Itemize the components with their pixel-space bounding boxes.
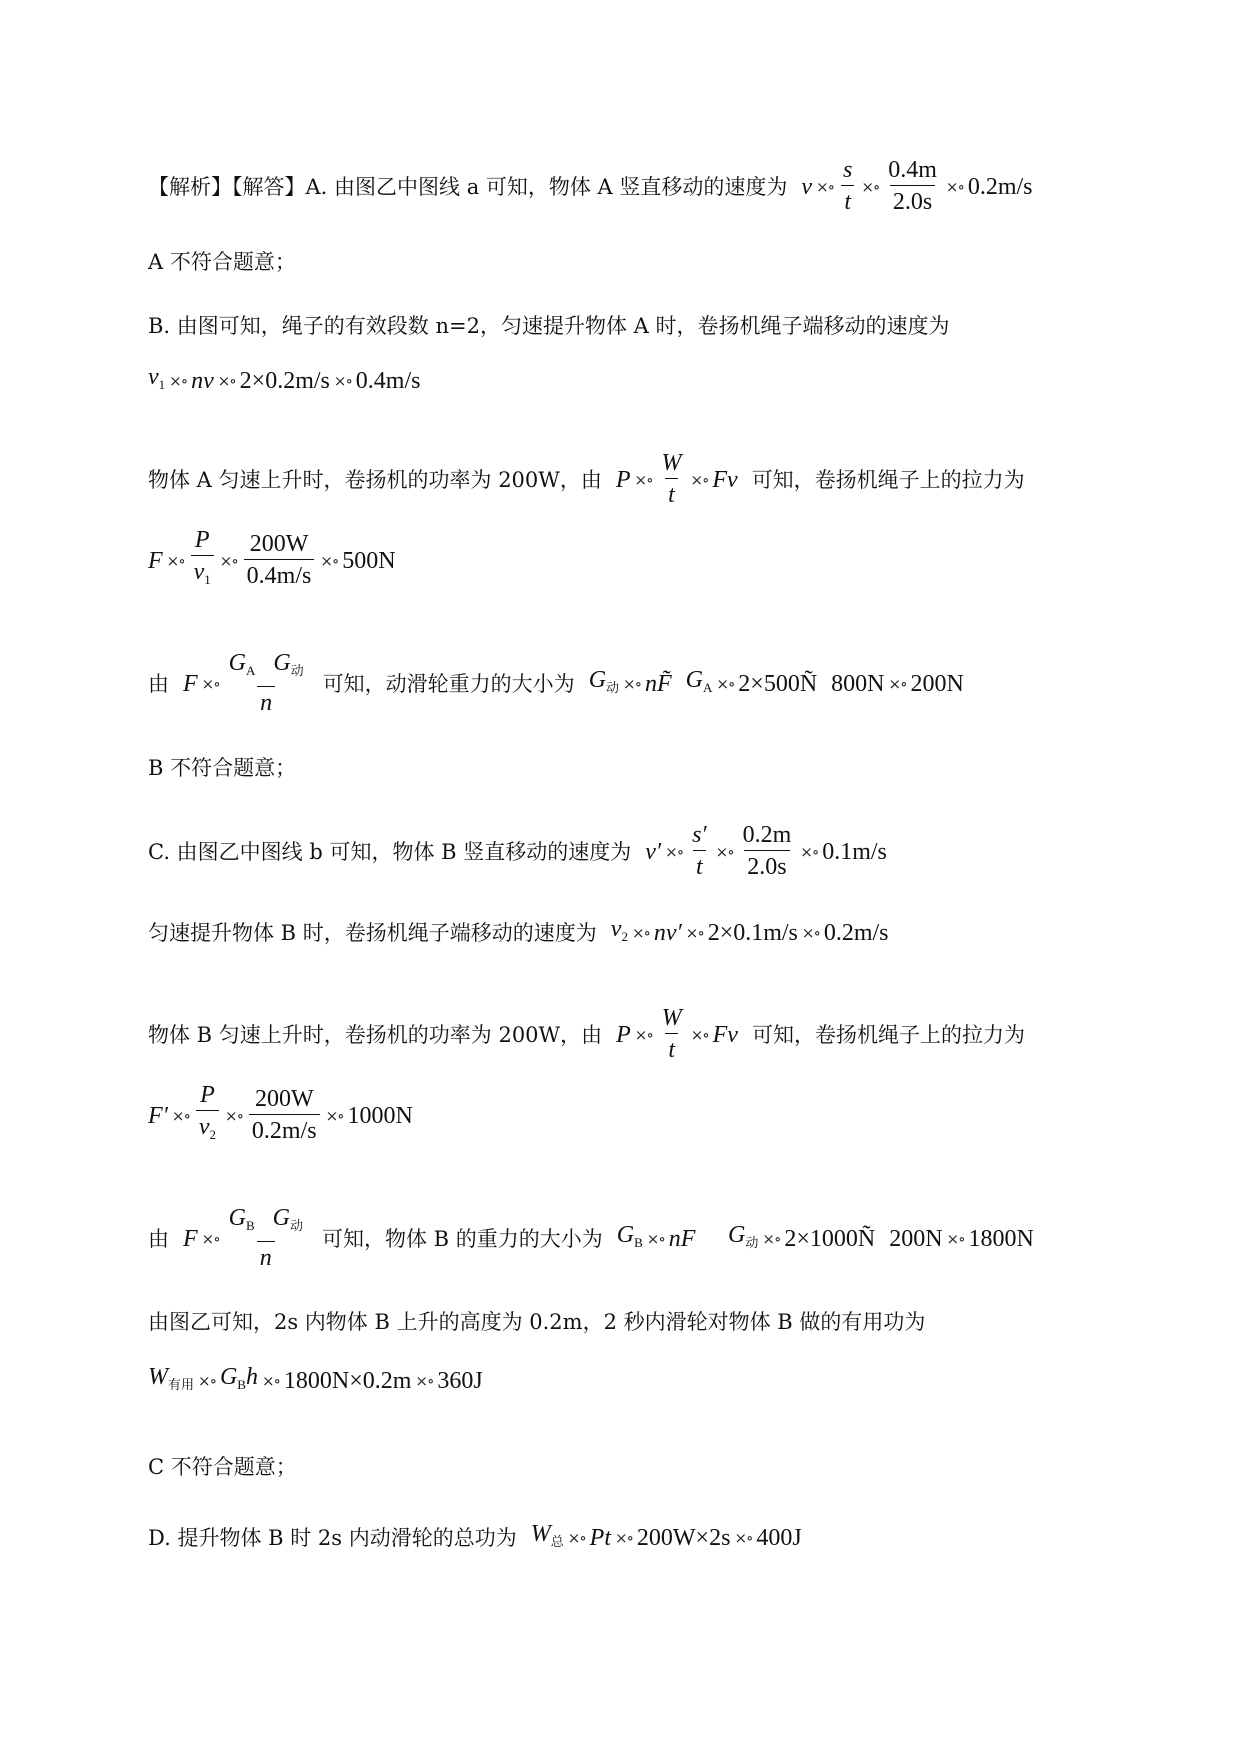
fraction: $\frac{0.4m}{2.0s}$ bbox=[885, 155, 940, 218]
fraction: $\frac{200W}{0.4m/s}$ bbox=[244, 529, 315, 592]
fraction: $\frac{P}{v_2}$ bbox=[196, 1080, 219, 1151]
solution-line-c-power: 物体 B 匀速上升时，卷扬机的功率为 200W，由 P ×∘ $\frac{W}{t}$ ×∘ Fv 可知，卷扬机绳子上的拉力为 bbox=[148, 1003, 1025, 1066]
solution-line-a-speed bbox=[148, 155, 1033, 218]
solution-line-c-speed: C. 由图乙中图线 b 可知，物体 B 竖直移动的速度为 v′ ×∘ $\frac{s'}{t}$ ×∘ $\frac{0.2m}{2.0s}$ ×∘ 0.1m/s bbox=[148, 820, 887, 883]
solution-line-a-conclusion: A 不符合题意； bbox=[148, 250, 296, 274]
math-var: v bbox=[801, 173, 813, 200]
fraction: $\frac{0.2m}{2.0s}$ bbox=[740, 820, 795, 883]
solution-line-b-pulley-weight: 由 F ×∘ $\frac{G_A G_动}{n}$ 可知，动滑轮重力的大小为 $G_动$ ×∘ nF̃ $G_A$ ×∘ 2×500Ñ 800N ×∘ 200N bbox=[148, 648, 964, 719]
equals-glyph: ×∘ bbox=[945, 177, 964, 196]
solution-line-c-weight-b: 由 F ×∘ $\frac{G_B G_动}{n}$ 可知，物体 B 的重力的大小为 $G_B$ ×∘ nF⃗ $G_动$ ×∘ 2×1000Ñ 200N ×∘ 1800N bbox=[148, 1203, 1034, 1274]
fraction: $\frac{200W}{0.2m/s}$ bbox=[249, 1084, 320, 1147]
solution-line-d-total-work: D. 提升物体 B 时 2s 内动滑轮的总功为 $W_总$ ×∘ Pt ×∘ 200W×2s ×∘ 400J bbox=[148, 1521, 802, 1551]
solution-line-b-conclusion: B 不符合题意； bbox=[148, 756, 297, 780]
fraction: $\frac{s}{t}$ bbox=[840, 155, 855, 218]
solution-line-c-w-useful: $W_{有用}$ ×∘ $G_Bh$ ×∘ 1800N×0.2m ×∘ 360J bbox=[148, 1364, 483, 1394]
solution-line-b-intro: B. 由图可知，绳子的有效段数 n=2，匀速提升物体 A 时，卷扬机绳子端移动的速度为 bbox=[148, 314, 950, 338]
solution-line-c-v2: 匀速提升物体 B 时，卷扬机绳子端移动的速度为 $v_2$ ×∘ nv′ ×∘ 2×0.1m/s ×∘ 0.2m/s bbox=[148, 916, 889, 946]
solution-line-c-conclusion: C 不符合题意； bbox=[148, 1455, 297, 1479]
math-var: $v_1$ bbox=[148, 364, 166, 392]
fraction: $\frac{W}{t}$ bbox=[659, 1003, 685, 1066]
equals-glyph: ×∘ bbox=[816, 177, 834, 196]
solution-line-c-force: F′ ×∘ $\frac{P}{v_2}$ ×∘ $\frac{200W}{0.2m/s}$ ×∘ 1000N bbox=[148, 1080, 413, 1151]
fraction: $\frac{W}{t}$ bbox=[658, 448, 684, 511]
equals-glyph: ×∘ bbox=[861, 177, 880, 196]
fraction: $\frac{G_B G_动}{n}$ bbox=[226, 1203, 306, 1274]
fraction: $\frac{s'}{t}$ bbox=[689, 820, 710, 883]
solution-line-b-v1: $v_1$ ×∘ nv ×∘ 2×0.2m/s ×∘ 0.4m/s bbox=[148, 362, 420, 400]
fraction: $\frac{G_A G_动}{n}$ bbox=[226, 648, 307, 719]
solution-line-c-useful-work: 由图乙可知，2s 内物体 B 上升的高度为 0.2m，2 秒内滑轮对物体 B 做的有用功为 bbox=[148, 1310, 926, 1334]
solution-line-b-power: 物体 A 匀速上升时，卷扬机的功率为 200W，由 P ×∘ $\frac{W}{t}$ ×∘ Fv 可知，卷扬机绳子上的拉力为 bbox=[148, 448, 1025, 511]
line-text: 【解析】【解答】A. 由图乙中图线 a 可知，物体 A 竖直移动的速度为 bbox=[148, 174, 788, 199]
fraction: $\frac{P}{v_1}$ bbox=[191, 525, 214, 596]
solution-line-b-force: F ×∘ $\frac{P}{v_1}$ ×∘ $\frac{200W}{0.4m/s}$ ×∘ 500N bbox=[148, 525, 396, 596]
math-result: 0.2m/s bbox=[967, 173, 1033, 200]
